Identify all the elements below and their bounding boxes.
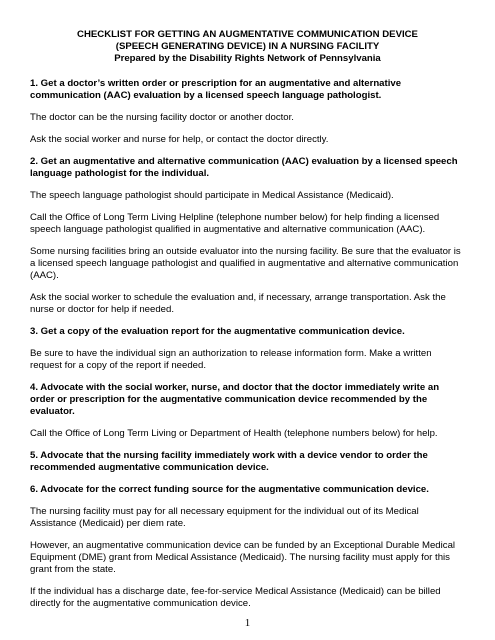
step-6-note-1: The nursing facility must pay for all necessary equipment for the individual out of its Medical Assistance (Medicaid) per diem rate.: [30, 506, 419, 529]
step-6-note-3: If the individual has a discharge date, fee-for-service Medical Assistance (Medicaid) can be billed directly for the augmentative communication device.: [30, 586, 441, 609]
step-2-note-2: Call the Office of Long Term Living Helpline (telephone number below) for help finding a licensed speech language pathologist qualified in augmentative and alternative communication (AAC).: [30, 212, 440, 235]
step-1-heading: 1. Get a doctor’s written order or prescription for an augmentative and alternative communication (AAC) evaluation by a licensed speech language pathologist.: [30, 78, 402, 101]
checklist-body: [30, 78, 465, 610]
document-title: [30, 29, 465, 65]
step-3-note-1: Be sure to have the individual sign an authorization to release information form. Make a written request for a copy of the report if needed.: [30, 348, 432, 371]
step-6-note-2: However, an augmentative communication device can be funded by an Exceptional Durable Medical Equipment (DME) grant from Medical Assistance (Medicaid). The nursing facility must apply for this grant from the state.: [30, 540, 456, 575]
step-2-note-3: Some nursing facilities bring an outside evaluator into the nursing facility. Be sure that the evaluator is a licensed speech language pathologist and qualified in augmentative and alternative communication (AAC).: [30, 246, 461, 281]
step-5-heading: 5. Advocate that the nursing facility immediately work with a device vendor to order the recommended augmentative communication device.: [30, 450, 428, 473]
step-1-note-2: Ask the social worker and nurse for help, or contact the doctor directly.: [30, 134, 329, 145]
title-line-2: (SPEECH GENERATING DEVICE) IN A NURSING FACILITY: [115, 41, 380, 52]
step-1-note-1: The doctor can be the nursing facility doctor or another doctor.: [30, 112, 294, 123]
step-3-heading: 3. Get a copy of the evaluation report for the augmentative communication device.: [30, 326, 405, 337]
title-line-3: Prepared by the Disability Rights Network of Pennsylvania: [114, 53, 381, 64]
page-number: 1: [244, 617, 251, 629]
step-6-heading: 6. Advocate for the correct funding source for the augmentative communication device.: [30, 484, 429, 495]
title-line-1: CHECKLIST FOR GETTING AN AUGMENTATIVE COMMUNICATION DEVICE: [77, 29, 418, 40]
step-2-note-4: Ask the social worker to schedule the evaluation and, if necessary, arrange transportation. Ask the nurse or doctor for help if needed.: [30, 292, 446, 315]
step-4-note-1: Call the Office of Long Term Living or Department of Health (telephone numbers below) for help.: [30, 428, 438, 439]
step-2-note-1: The speech language pathologist should participate in Medical Assistance (Medicaid).: [30, 190, 394, 201]
step-4-heading: 4. Advocate with the social worker, nurse, and doctor that the doctor immediately write an order or prescription for the augmentative communication device recommended by the evaluator.: [30, 382, 440, 417]
step-2-heading: 2. Get an augmentative and alternative communication (AAC) evaluation by a licensed speech language pathologist for the individual.: [30, 156, 458, 179]
